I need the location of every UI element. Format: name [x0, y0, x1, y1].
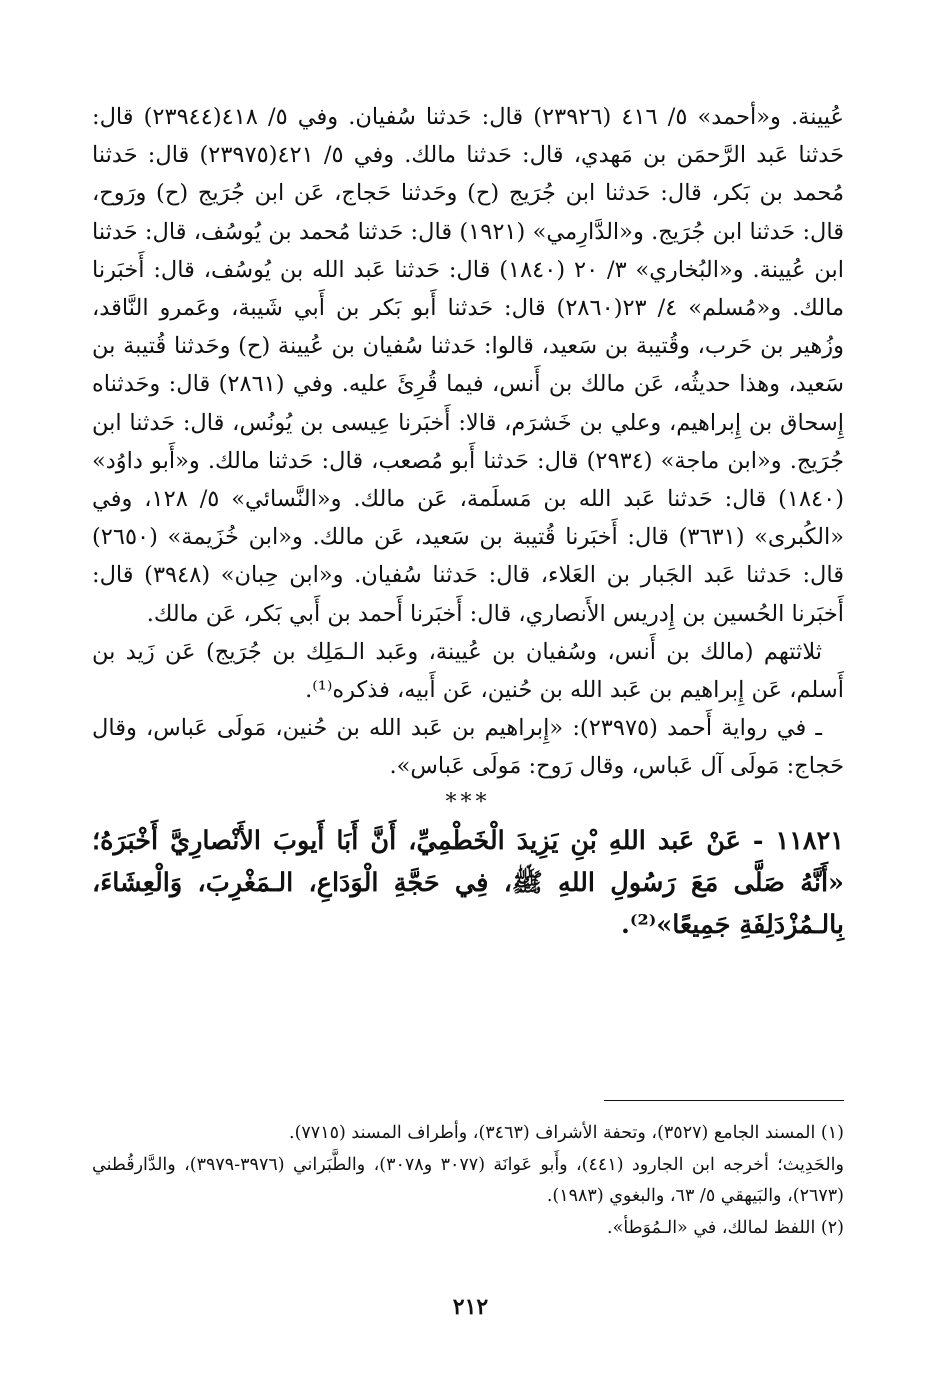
- footnote-divider: [604, 1100, 844, 1101]
- hadith-entry: [92, 820, 844, 946]
- footnotes: [92, 1118, 844, 1244]
- page-number: ٢١٢: [452, 1294, 489, 1320]
- hadith-text: عَنْ عَبد اللهِ بْنِ يَزِيدَ الْخَطْمِيِّ، أَنَّ أَبَا أَيوبَ الأَنْصارِيَّ أَخْبَرَهُ؛ «أَنَّهُ صَلَّى مَعَ رَسُولِ اللهِ ﷺ، فِي حَجَّةِ الْوَدَاعِ، الـمَغْرِبَ، وَالْعِشَاءَ، بِالـمُزْدَلِفَةِ جَمِيعًا»⁽²⁾.: [92, 825, 844, 940]
- summary-paragraph: ثلاثتهم (مالك بن أَنس، وسُفيان بن عُيينة، وعَبد الـمَلِك بن جُرَيج) عَن زَيد بن أَسلم، عَن إِبراهيم بن عَبد الله بن حُنين، عَن أَبيه، فذكره⁽¹⁾.: [92, 638, 844, 704]
- footnote-1-continued: والحَدِيث؛ أخرجه ابن الجارود (٤٤١)، وأَبو عَوانَة (٣٠٧٧ و٣٠٧٨)، والطَّبَراني (٣٩٧٦-٣٩٧٩)، والدَّارقُطني (٢٦٧٣)، والبَيهقي ٥/ ٦٣، والبغوي (١٩٨٣).: [92, 1154, 844, 1206]
- hadith-number: ١١٨٢١ -: [752, 825, 844, 856]
- body-text: [92, 98, 844, 786]
- section-separator: ***: [445, 789, 491, 815]
- footnote-2: (٢) اللفظ لمالك، في «الـمُوَطأ».: [607, 1217, 844, 1238]
- page-content: [92, 98, 844, 946]
- variant-paragraph: ـ في رواية أَحمد (٢٣٩٧٥): «إِبراهيم بن عَبد الله بن حُنين، مَولَى عَباس، وقال حَجاج: مَولَى آل عَباس، وقال رَوح: مَولَى عَباس».: [92, 715, 844, 780]
- footnote-1: (١) المسند الجامع (٣٥٢٧)، وتحفة الأشراف (٣٤٦٣)، وأطراف المسند (٧٧١٥).: [289, 1123, 844, 1143]
- isnad-paragraph: عُيينة. و«أحمد» ٥/ ٤١٦ (٢٣٩٢٦) قال: حَدثنا سُفيان. وفي ٥/ ٤١٨(٢٣٩٤٤) قال: حَدثنا عَبد الرَّحمَن بن مَهدي، قال: حَدثنا مالك. وفي ٥/ ٤٢١(٢٣٩٧٥) قال: حَدثنا مُحمد بن بَكر، قال: حَدثنا ابن جُرَيج (ح) وحَدثنا حَجاج، عَن ابن جُرَيج (ح) ورَوح، قال: حَدثنا ابن جُرَيج. و«الدَّارِمي» (١٩٢١) قال: حَدثنا مُحمد بن يُوسُف، قال: حَدثنا ابن عُيينة. و«البُخاري» ٣/ ٢٠ (١٨٤٠) قال: حَدثنا عَبد الله بن يُوسُف، قال: أَخبَرنا مالك. و«مُسلم» ٤/ ٢٣(٢٨٦٠) قال: حَدثنا أَبو بَكر بن أَبي شَيبة، وعَمرو النَّاقد، وزُهير بن حَرب، وقُتيبة بن سَعيد، قالوا: حَدثنا سُفيان بن عُيينة (ح) وحَدثنا قُتيبة بن سَعيد، وهذا حديثُه، عَن مالك بن أَنس، فيما قُرِئَ عليه. وفي (٢٨٦١) قال: وحَدثناه إِسحاق بن إِبراهيم، وعلي بن خَشرَم، قالا: أَخبَرنا عِيسى بن يُونُس، قال: حَدثنا ابن جُرَيج. و«ابن ماجة» (٢٩٣٤) قال: حَدثنا أَبو مُصعب، قال: حَدثنا مالك. و«أَبو داوُد» (١٨٤٠) قال: حَدثنا عَبد الله بن مَسلَمة، عَن مالك. و«النَّسائي» ٥/ ١٢٨، وفي «الكُبرى» (٣٦٣١) قال: أَخبَرنا قُتيبة بن سَعيد، عَن مالك. و«ابن خُزَيمة» (٢٦٥٠) قال: حَدثنا عَبد الجَبار بن العَلاء، قال: حَدثنا سُفيان. و«ابن حِبان» (٣٩٤٨) قال: أَخبَرنا الحُسين بن إِدريس الأَنصاري، قال: أَخبَرنا أَحمد بن أَبي بَكر، عَن مالك.: [92, 104, 845, 627]
